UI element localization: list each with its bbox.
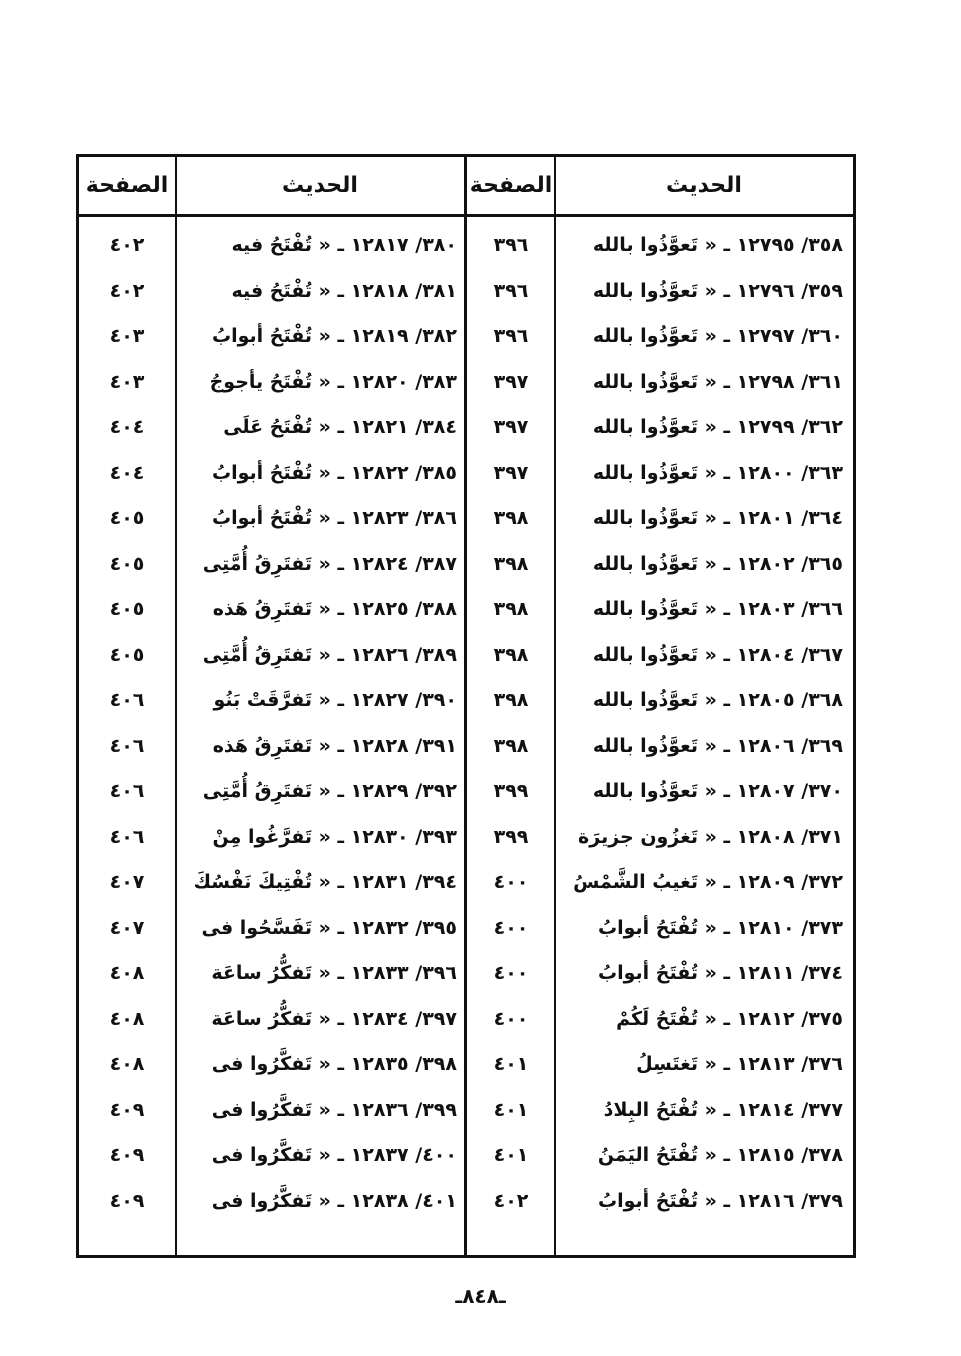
left-hadith-entry: ٣٩٣/ ١٢٨٣٠ ـ « تَفرَّغُوا مِنْ bbox=[212, 825, 457, 848]
left-page-entry: ٤٠٨ bbox=[109, 1007, 145, 1030]
right-page-entry: ٣٩٨ bbox=[493, 507, 529, 529]
left-page-entry: ٤٠٥ bbox=[109, 507, 145, 529]
right-page-entry: ٣٩٦ bbox=[493, 279, 529, 302]
index-table bbox=[76, 154, 856, 1258]
left-page-entry: ٤٠٢ bbox=[109, 279, 145, 302]
right-page-entry: ٣٩٦ bbox=[493, 325, 529, 347]
left-hadith-entry: ٣٨٢/ ١٢٨١٩ ـ « تُفْتَحُ أبوابُ bbox=[212, 325, 457, 347]
right-page-entry: ٤٠٠ bbox=[493, 871, 529, 893]
left-page-entry: ٤٠٦ bbox=[109, 780, 145, 802]
left-page-entry: ٤٠٣ bbox=[109, 370, 145, 393]
left-page-entry: ٤٠٩ bbox=[109, 1189, 145, 1212]
left-hadith-entry: ٣٨٩/ ١٢٨٢٦ ـ « تَفتَرِقُ أُمَّتِى bbox=[202, 643, 457, 666]
right-hadith-entry: ٣٦٥/ ١٢٨٠٢ ـ « تَعوَّذُوا بالله bbox=[592, 552, 843, 575]
left-hadith-entry: ٣٩٧/ ١٢٨٣٤ ـ « تَفكُّرُ ساعَة bbox=[211, 1007, 457, 1030]
left-hadith-entry: ٤٠٠/ ١٢٨٣٧ ـ « تَفكَّرُوا فى bbox=[211, 1144, 457, 1166]
right-hadith-entry: ٣٧٠/ ١٢٨٠٧ ـ « تَعوَّذُوا بالله bbox=[592, 780, 843, 802]
right-page-entry: ٣٩٨ bbox=[493, 552, 529, 575]
right-hadith-entry: ٣٦٨/ ١٢٨٠٥ ـ « تَعوَّذُوا بالله bbox=[592, 689, 843, 711]
left-hadith-entry: ٣٩٢/ ١٢٨٢٩ ـ « تَفتَرِقُ أُمَّتِى bbox=[202, 780, 457, 802]
right-page-entry: ٤٠٢ bbox=[493, 1189, 529, 1212]
left-hadith-entry: ٣٨٨/ ١٢٨٢٥ ـ « تَفتَرِقُ هَذه bbox=[212, 598, 457, 620]
left-hadith-entry: ٤٠١/ ١٢٨٣٨ ـ « تَفكَّرُوا فى bbox=[211, 1189, 457, 1212]
right-page-entry: ٣٩٨ bbox=[493, 689, 529, 711]
left-hadith-entry: ٣٩٠/ ١٢٨٢٧ ـ « تَفرَّقَتْ بَنُو bbox=[213, 689, 457, 711]
left-page-entry: ٤٠٥ bbox=[109, 598, 145, 620]
left-page-entry: ٤٠٢ bbox=[109, 234, 145, 256]
left-page-entry: ٤٠٧ bbox=[109, 916, 145, 939]
right-hadith-entry: ٣٧٣/ ١٢٨١٠ ـ « تُفْتَحُ أبوابُ bbox=[598, 916, 843, 939]
right-hadith-entry: ٣٥٨/ ١٢٧٩٥ ـ « تَعوَّذُوا بالله bbox=[592, 234, 843, 256]
right-hadith-entry: ٣٧٤/ ١٢٨١١ ـ « تُفْتَحُ أبوابُ bbox=[598, 962, 843, 984]
right-page-entry: ٣٩٨ bbox=[493, 643, 529, 666]
left-hadith-entry: ٣٨٧/ ١٢٨٢٤ ـ « تَفتَرِقُ أُمَّتِى bbox=[202, 552, 457, 575]
right-hadith-entry: ٣٦٠/ ١٢٧٩٧ ـ « تَعوَّذُوا بالله bbox=[592, 325, 843, 347]
left-page-entry: ٤٠٦ bbox=[109, 734, 145, 757]
divider-center bbox=[464, 157, 467, 1255]
right-page-entry: ٣٩٧ bbox=[493, 370, 529, 393]
left-page-entry: ٤٠٩ bbox=[109, 1144, 145, 1166]
left-page-entry: ٤٠٥ bbox=[109, 552, 145, 575]
header-divider bbox=[79, 214, 853, 217]
right-page-entry: ٣٩٩ bbox=[493, 825, 529, 848]
left-page-entry: ٤٠٦ bbox=[109, 825, 145, 848]
right-page-entry: ٣٩٨ bbox=[493, 734, 529, 757]
right-hadith-entry: ٣٦٣/ ١٢٨٠٠ ـ « تَعوَّذُوا بالله bbox=[592, 461, 843, 484]
header-right-hadith: الحديث bbox=[666, 173, 742, 198]
right-page-entry: ٣٩٦ bbox=[493, 234, 529, 256]
left-hadith-entry: ٣٩٩/ ١٢٨٣٦ ـ « تَفكَّرُوا فى bbox=[211, 1098, 457, 1121]
left-hadith-entry: ٣٩٨/ ١٢٨٣٥ ـ « تَفكَّرُوا فى bbox=[211, 1053, 457, 1075]
left-page-entry: ٤٠٤ bbox=[109, 461, 145, 484]
right-page-entry: ٤٠٠ bbox=[493, 1007, 529, 1030]
left-hadith-entry: ٣٨٥/ ١٢٨٢٢ ـ « تُفْتَحُ أبوابُ bbox=[212, 461, 457, 484]
right-hadith-entry: ٣٦٦/ ١٢٨٠٣ ـ « تَعوَّذُوا بالله bbox=[592, 598, 843, 620]
left-page-entry: ٤٠٧ bbox=[109, 871, 145, 893]
left-page-entry: ٤٠٨ bbox=[109, 1053, 145, 1075]
right-page-entry: ٣٩٧ bbox=[493, 416, 529, 438]
left-hadith-entry: ٣٩٤/ ١٢٨٣١ ـ « تُفْتِيكَ نَفْسُكَ bbox=[193, 871, 457, 893]
header-left-page: الصفحة bbox=[85, 173, 169, 198]
right-hadith-entry: ٣٧٢/ ١٢٨٠٩ ـ « تَغيبُ الشَّمْسُ bbox=[573, 871, 843, 893]
page-number: ـ٨٤٨ـ bbox=[455, 1284, 506, 1308]
left-page-entry: ٤٠٦ bbox=[109, 689, 145, 711]
right-page-entry: ٤٠١ bbox=[493, 1144, 529, 1166]
right-hadith-entry: ٣٥٩/ ١٢٧٩٦ ـ « تَعوَّذُوا بالله bbox=[592, 279, 843, 302]
divider-right-page bbox=[554, 157, 556, 1255]
header-left-hadith: الحديث bbox=[282, 173, 358, 198]
left-page-entry: ٤٠٩ bbox=[109, 1098, 145, 1121]
right-hadith-entry: ٣٦٩/ ١٢٨٠٦ ـ « تَعوَّذُوا بالله bbox=[592, 734, 843, 757]
left-page-entry: ٤٠٤ bbox=[109, 416, 145, 438]
left-hadith-entry: ٣٨٦/ ١٢٨٢٣ ـ « تُفْتَحُ أبوابُ bbox=[212, 507, 457, 529]
right-page-entry: ٤٠١ bbox=[493, 1053, 529, 1075]
right-page-entry: ٤٠١ bbox=[493, 1098, 529, 1121]
left-hadith-entry: ٣٩٦/ ١٢٨٣٣ ـ « تَفكُّرُ ساعَة bbox=[211, 962, 457, 984]
right-hadith-entry: ٣٦١/ ١٢٧٩٨ ـ « تَعوَّذُوا بالله bbox=[592, 370, 843, 393]
right-page-entry: ٤٠٠ bbox=[493, 916, 529, 939]
left-hadith-entry: ٣٨٠/ ١٢٨١٧ ـ « تُفْتَحُ فيه bbox=[231, 234, 457, 256]
left-hadith-entry: ٣٨٤/ ١٢٨٢١ ـ « تُفْتَحُ عَلَى bbox=[223, 416, 457, 438]
right-hadith-entry: ٣٧٩/ ١٢٨١٦ ـ « تُفْتَحُ أبوابُ bbox=[598, 1189, 843, 1212]
header-right-page: الصفحة bbox=[469, 173, 553, 198]
left-hadith-entry: ٣٨٣/ ١٢٨٢٠ ـ « تُفْتَحُ يأجوجُ bbox=[209, 370, 457, 393]
left-hadith-entry: ٣٨١/ ١٢٨١٨ ـ « تُفْتَحُ فيه bbox=[231, 279, 457, 302]
right-hadith-entry: ٣٦٤/ ١٢٨٠١ ـ « تَعوَّذُوا بالله bbox=[592, 507, 843, 529]
right-page-entry: ٣٩٩ bbox=[493, 780, 529, 802]
right-hadith-entry: ٣٧٦/ ١٢٨١٣ ـ « تَغتَسِلُ bbox=[636, 1053, 843, 1075]
right-page-entry: ٣٩٨ bbox=[493, 598, 529, 620]
left-page-entry: ٤٠٣ bbox=[109, 325, 145, 347]
right-page-entry: ٣٩٧ bbox=[493, 461, 529, 484]
left-page-entry: ٤٠٥ bbox=[109, 643, 145, 666]
left-hadith-entry: ٣٩٥/ ١٢٨٣٢ ـ « تَفَسَّحُوا فى bbox=[201, 916, 457, 939]
right-page-entry: ٤٠٠ bbox=[493, 962, 529, 984]
right-hadith-entry: ٣٧٨/ ١٢٨١٥ ـ « تُفْتَحُ اليَمَنُ bbox=[597, 1144, 843, 1166]
right-hadith-entry: ٣٧١/ ١٢٨٠٨ ـ « تَغزُون جزيرَة bbox=[578, 825, 843, 848]
right-hadith-entry: ٣٧٧/ ١٢٨١٤ ـ « تُفْتَحُ البِلادُ bbox=[603, 1098, 843, 1121]
right-hadith-entry: ٣٧٥/ ١٢٨١٢ ـ « تُفْتَحُ لَكُمْ bbox=[616, 1007, 843, 1030]
right-hadith-entry: ٣٦٢/ ١٢٧٩٩ ـ « تَعوَّذُوا بالله bbox=[592, 416, 843, 438]
left-page-entry: ٤٠٨ bbox=[109, 962, 145, 984]
right-hadith-entry: ٣٦٧/ ١٢٨٠٤ ـ « تَعوَّذُوا بالله bbox=[592, 643, 843, 666]
left-hadith-entry: ٣٩١/ ١٢٨٢٨ ـ « تَفتَرِقُ هَذه bbox=[212, 734, 457, 757]
